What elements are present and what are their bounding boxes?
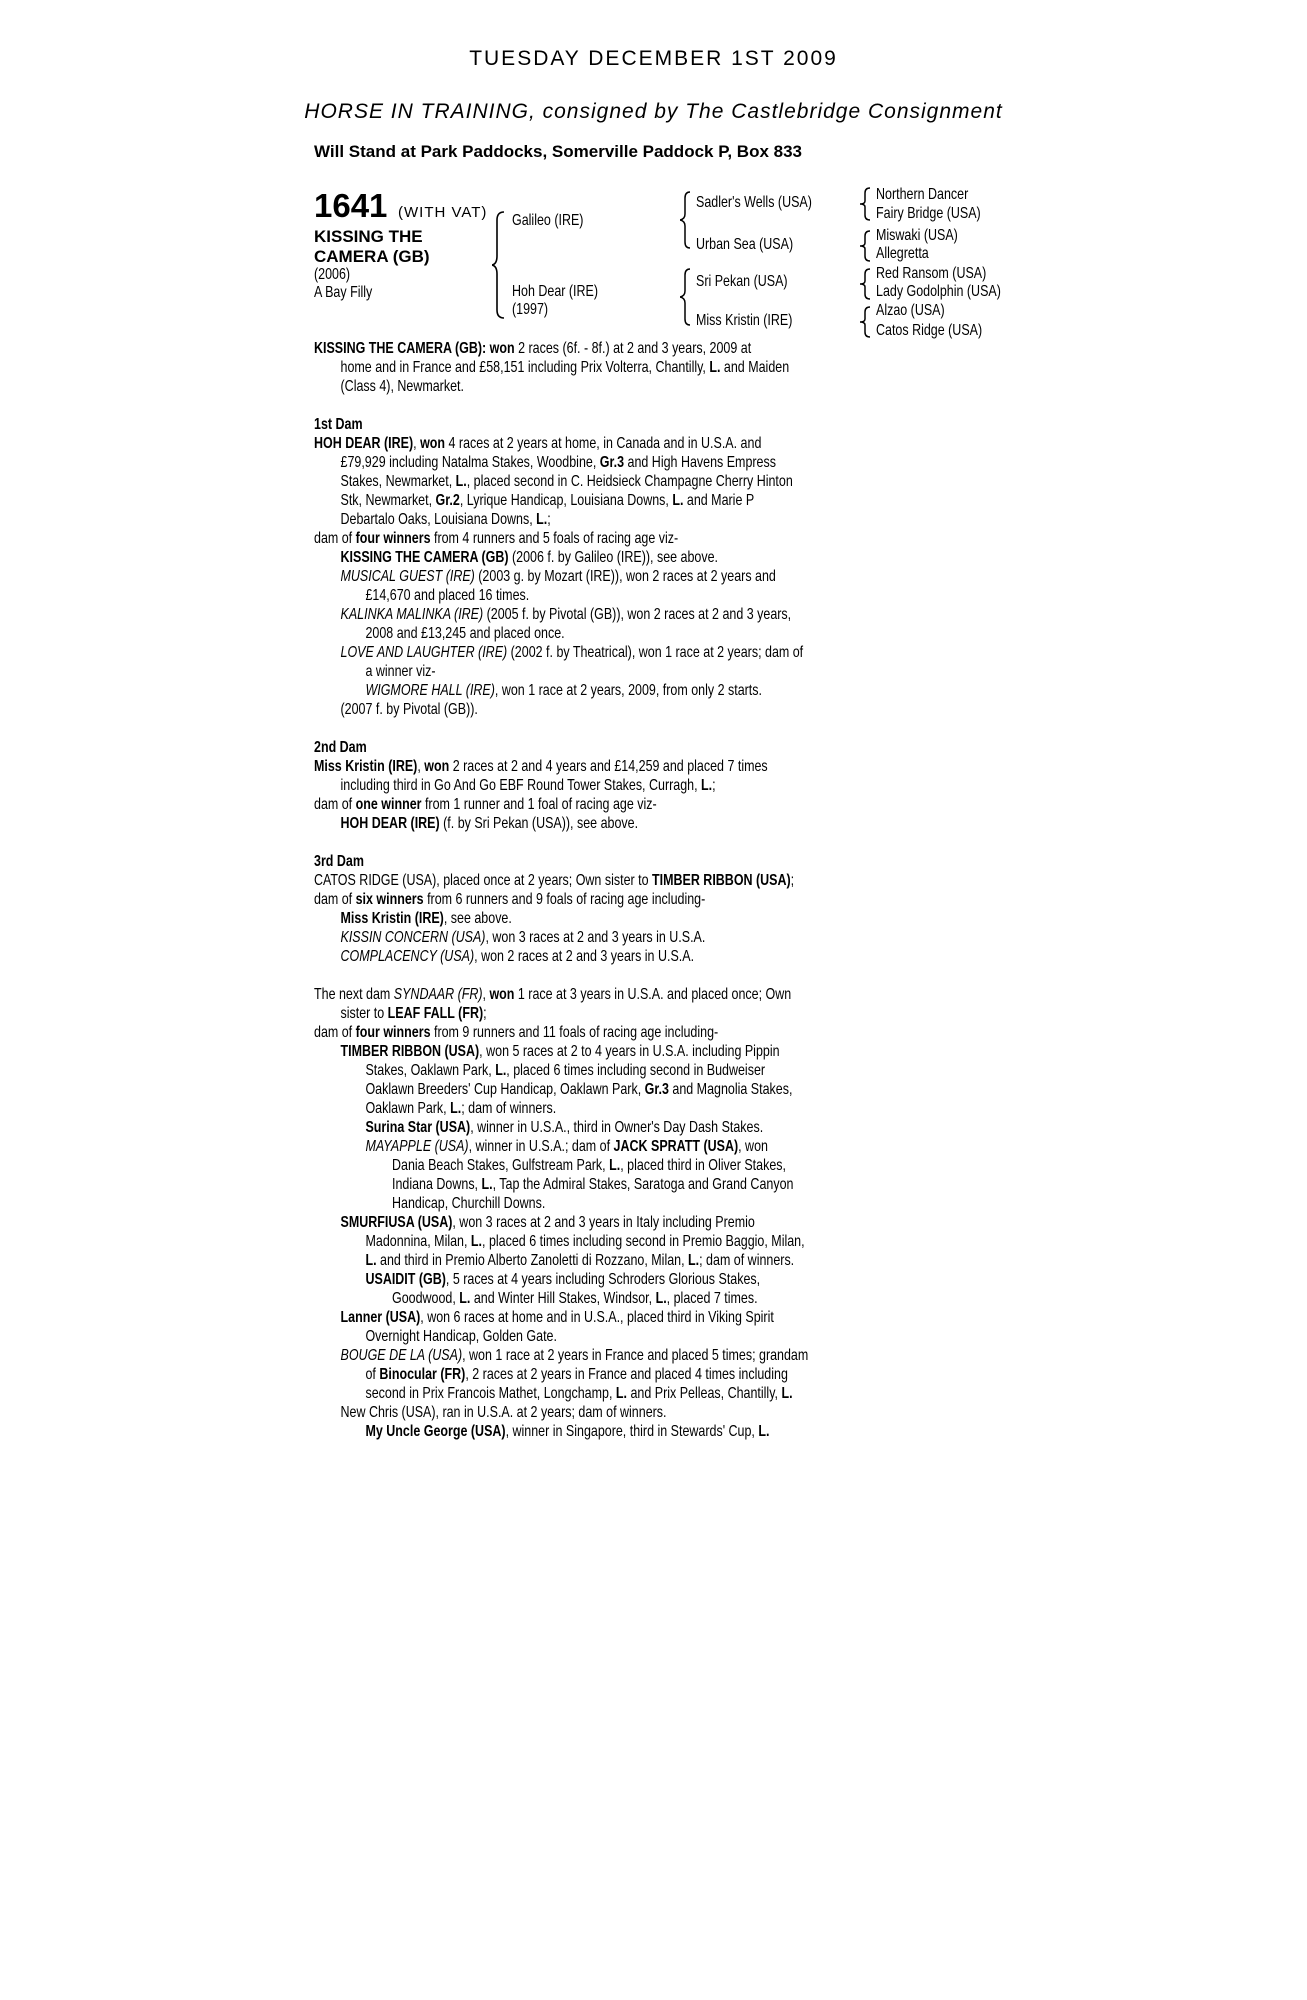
progeny-entry: SMURFIUSA (USA), won 3 races at 2 and 3 years in Italy including Premio — [340, 1214, 755, 1231]
consignment-subtitle: HORSE IN TRAINING, consigned by The Castlebridge Consignment — [304, 100, 1003, 123]
pedigree-brace-dd — [860, 305, 874, 339]
progeny-entry-cont: second in Prix Francois Mathet, Longchamp, L. and Prix Pelleas, Chantilly, L. — [365, 1385, 793, 1402]
progeny-entry-cont: Oaklawn Park, L.; dam of winners. — [365, 1100, 557, 1117]
progeny-entry: Surina Star (USA), winner in U.S.A., third in Owner's Day Dash Stakes. — [365, 1119, 764, 1136]
dam1-line: dam of four winners from 4 runners and 5 foals of racing age viz- — [314, 530, 679, 547]
progeny-entry: (2007 f. by Pivotal (GB)). — [340, 701, 478, 718]
pedigree-ds: Sri Pekan (USA) — [696, 273, 788, 290]
summary-line — [314, 358, 1102, 377]
horse-name-line1: KISSING THE — [314, 227, 423, 246]
stand-location: Will Stand at Park Paddocks, Somerville Paddock P, Box 833 — [314, 142, 803, 161]
dam1-line: HOH DEAR (IRE), won 4 races at 2 years at home, in Canada and in U.S.A. and — [314, 435, 762, 452]
pedigree-dsd: Lady Godolphin (USA) — [876, 283, 1001, 300]
dam3-line: CATOS RIDGE (USA), placed once at 2 years; Own sister to TIMBER RIBBON (USA); — [314, 872, 795, 889]
sale-date: TUESDAY DECEMBER 1ST 2009 — [469, 47, 838, 70]
dam2-heading: 2nd Dam — [314, 739, 367, 756]
horse-name-line2: CAMERA (GB) — [314, 247, 430, 266]
summary-text4: (Class 4), Newmarket. — [340, 378, 464, 395]
progeny-entry-cont: Indiana Downs, L., Tap the Admiral Stakes, Saratoga and Grand Canyon — [392, 1176, 794, 1193]
pedigree-dss: Red Ransom (USA) — [876, 265, 987, 282]
nextdam-line: dam of four winners from 9 runners and 11 foals of racing age including- — [314, 1024, 719, 1041]
dam3-line: dam of six winners from 6 runners and 9 foals of racing age including- — [314, 891, 706, 908]
nextdam-line: sister to LEAF FALL (FR); — [340, 1005, 487, 1022]
progeny-entry: BOUGE DE LA (USA), won 1 race at 2 years in France and placed 5 times; grandam — [340, 1347, 809, 1364]
dam2-line: Miss Kristin (IRE), won 2 races at 2 and 4 years and £14,259 and placed 7 times — [314, 758, 768, 775]
dam1-line: Stakes, Newmarket, L., placed second in C. Heidsieck Champagne Cherry Hinton — [340, 473, 793, 490]
dam1-line: Debartalo Oaks, Louisiana Downs, L.; — [340, 511, 551, 528]
progeny-entry: Miss Kristin (IRE), see above. — [340, 910, 512, 927]
horse-description: A Bay Filly — [314, 284, 373, 301]
progeny-entry: LOVE AND LAUGHTER (IRE) (2002 f. by Theatrical), won 1 race at 2 years; dam of — [340, 644, 804, 661]
pedigree-dam: Hoh Dear (IRE) — [512, 283, 598, 300]
progeny-entry-cont: 2008 and £13,245 and placed once. — [365, 625, 565, 642]
summary-horse-name: KISSING THE CAMERA (GB) — [314, 340, 483, 357]
pedigree-sss: Northern Dancer — [876, 186, 969, 203]
pedigree-brace-sd — [860, 229, 874, 263]
summary-listed: L. — [709, 359, 721, 376]
summary-won: won — [489, 340, 515, 357]
dam1-line: Stk, Newmarket, Gr.2, Lyrique Handicap, Louisiana Downs, L. and Marie P — [340, 492, 755, 509]
pedigree-sire: Galileo (IRE) — [512, 212, 584, 229]
summary-line: KISSING THE CAMERA (GB): won 2 races (6f. - 8f.) at 2 and 3 years, 2009 at — [314, 340, 752, 357]
pedigree-brace-sire — [680, 190, 696, 250]
progeny-entry-cont: Goodwood, L. and Winter Hill Stakes, Windsor, L., placed 7 times. — [392, 1290, 758, 1307]
progeny-entry-cont: £14,670 and placed 16 times. — [365, 587, 530, 604]
summary-line — [314, 377, 1102, 396]
birth-year: (2006) — [314, 266, 351, 283]
progeny-entry: COMPLACENCY (USA), won 2 races at 2 and 3 years in U.S.A. — [340, 948, 695, 965]
pedigree-ss: Sadler's Wells (USA) — [696, 194, 812, 211]
summary-text2: home and in France and £58,151 including Prix Volterra, Chantilly, — [340, 359, 710, 376]
lot-number: 1641 — [314, 187, 388, 224]
vat-note: (WITH VAT) — [398, 204, 488, 221]
pedigree-sds: Miswaki (USA) — [876, 227, 958, 244]
pedigree-dds: Alzao (USA) — [876, 302, 945, 319]
progeny-entry-cont: of Binocular (FR), 2 races at 2 years in France and placed 4 times including — [365, 1366, 788, 1383]
pedigree-ssd: Fairy Bridge (USA) — [876, 205, 981, 222]
pedigree-brace-dam — [680, 267, 696, 327]
progeny-entry-cont: Handicap, Churchill Downs. — [392, 1195, 546, 1212]
pedigree-sdd: Allegretta — [876, 245, 929, 262]
pedigree-ddd: Catos Ridge (USA) — [876, 322, 983, 339]
dam2-line: dam of one winner from 1 runner and 1 foal of racing age viz- — [314, 796, 657, 813]
progeny-entry: KISSIN CONCERN (USA), won 3 races at 2 and 3 years in U.S.A. — [340, 929, 706, 946]
progeny-entry-cont: a winner viz- — [365, 663, 436, 680]
dam2-line: including third in Go And Go EBF Round Tower Stakes, Curragh, L.; — [340, 777, 716, 794]
catalogue-body — [314, 339, 1102, 1441]
progeny-entry-cont: Oaklawn Breeders' Cup Handicap, Oaklawn Park, Gr.3 and Magnolia Stakes, — [365, 1081, 793, 1098]
progeny-entry: New Chris (USA), ran in U.S.A. at 2 years; dam of winners. — [340, 1404, 667, 1421]
summary-text1: 2 races (6f. - 8f.) at 2 and 3 years, 2009 at — [514, 340, 752, 357]
progeny-entry: KALINKA MALINKA (IRE) (2005 f. by Pivotal (GB)), won 2 races at 2 and 3 years, — [340, 606, 792, 623]
progeny-entry-cont: L. and third in Premio Alberto Zanoletti di Rozzano, Milan, L.; dam of winners. — [365, 1252, 795, 1269]
progeny-entry: MUSICAL GUEST (IRE) (2003 g. by Mozart (IRE)), won 2 races at 2 years and — [340, 568, 776, 585]
dam3-heading: 3rd Dam — [314, 853, 364, 870]
progeny-entry: USAIDIT (GB), 5 races at 4 years including Schroders Glorious Stakes, — [365, 1271, 761, 1288]
pedigree-sd: Urban Sea (USA) — [696, 236, 794, 253]
pedigree-brace-ss — [860, 186, 874, 222]
progeny-entry-cont: Overnight Handicap, Golden Gate. — [365, 1328, 557, 1345]
progeny-entry: MAYAPPLE (USA), winner in U.S.A.; dam of JACK SPRATT (USA), won — [365, 1138, 768, 1155]
pedigree-brace-ds — [860, 267, 874, 301]
progeny-entry-cont: Madonnina, Milan, L., placed 6 times including second in Premio Baggio, Milan, — [365, 1233, 805, 1250]
nextdam-line: The next dam SYNDAAR (FR), won 1 race at 3 years in U.S.A. and placed once; Own — [314, 986, 792, 1003]
progeny-entry: Lanner (USA), won 6 races at home and in U.S.A., placed third in Viking Spirit — [340, 1309, 774, 1326]
pedigree-dd: Miss Kristin (IRE) — [696, 312, 793, 329]
progeny-entry: TIMBER RIBBON (USA), won 5 races at 2 to 4 years in U.S.A. including Pippin — [340, 1043, 780, 1060]
progeny-entry-cont: Dania Beach Stakes, Gulfstream Park, L., placed third in Oliver Stakes, — [392, 1157, 786, 1174]
pedigree-brace-main — [492, 210, 512, 320]
progeny-entry: HOH DEAR (IRE) (f. by Sri Pekan (USA)), see above. — [340, 815, 639, 832]
summary-text3: and Maiden — [720, 359, 790, 376]
dam1-heading: 1st Dam — [314, 416, 363, 433]
pedigree-dam-year: (1997) — [512, 301, 549, 318]
progeny-entry-cont: Stakes, Oaklawn Park, L., placed 6 times including second in Budweiser — [365, 1062, 766, 1079]
progeny-entry: KISSING THE CAMERA (GB) (2006 f. by Galileo (IRE)), see above. — [340, 549, 719, 566]
dam1-line: £79,929 including Natalma Stakes, Woodbine, Gr.3 and High Havens Empress — [340, 454, 776, 471]
progeny-entry: My Uncle George (USA), winner in Singapore, third in Stewards' Cup, L. — [365, 1423, 770, 1440]
horse-name — [314, 227, 430, 267]
progeny-entry: WIGMORE HALL (IRE), won 1 race at 2 years, 2009, from only 2 starts. — [365, 682, 762, 699]
